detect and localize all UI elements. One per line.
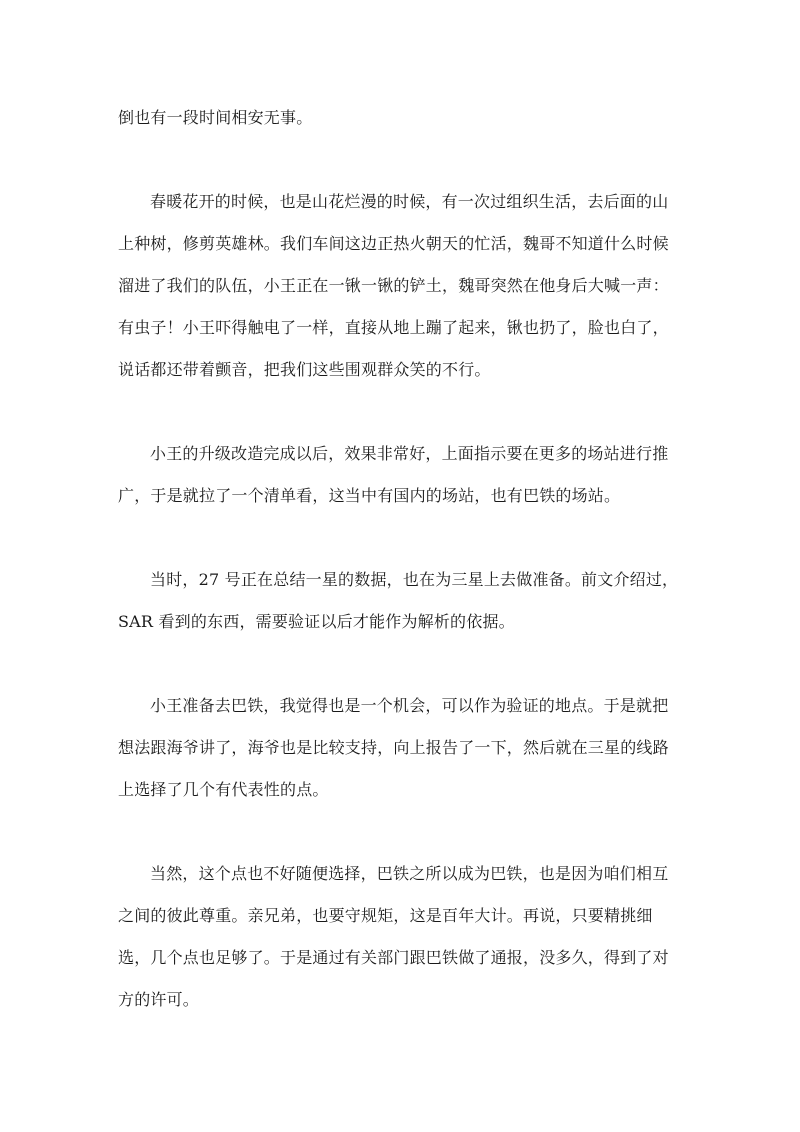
text-line: 倒也有一段时间相安无事。 [118, 108, 313, 127]
text-line: 当时，27 号正在总结一星的数据，也在为三星上去做准备。前文介绍过， [150, 570, 679, 589]
text-line: 选，几个点也足够了。于是通过有关部门跟巴铁做了通报，没多久，得到了对 [118, 948, 669, 967]
text-line: 说话都还带着颤音，把我们这些围观群众笑的不行。 [118, 360, 491, 379]
text-line: 小王准备去巴铁，我觉得也是一个机会，可以作为验证的地点。于是就把 [150, 696, 669, 715]
text-line: 想法跟海爷讲了，海爷也是比较支持，向上报告了一下，然后就在三星的线路 [118, 738, 669, 757]
text-line: 春暖花开的时候，也是山花烂漫的时候，有一次过组织生活，去后面的山 [150, 192, 669, 211]
text-line: 当然，这个点也不好随便选择，巴铁之所以成为巴铁，也是因为咱们相互 [150, 864, 669, 883]
text-line: 方的许可。 [118, 990, 200, 1009]
text-line: 溜进了我们的队伍，小王正在一锹一锹的铲土，魏哥突然在他身后大喊一声： [118, 276, 669, 295]
text-line: 上选择了几个有代表性的点。 [118, 780, 329, 799]
text-line: 小王的升级改造完成以后，效果非常好，上面指示要在更多的场站进行推 [150, 444, 669, 463]
text-line: 之间的彼此尊重。亲兄弟，也要守规矩，这是百年大计。再说，只要精挑细 [118, 906, 653, 925]
text-line: 上种树，修剪英雄林。我们车间这边正热火朝天的忙活，魏哥不知道什么时候 [118, 234, 669, 253]
text-line: SAR 看到的东西，需要验证以后才能作为解析的依据。 [118, 612, 515, 631]
text-line: 有虫子！小王吓得触电了一样，直接从地上蹦了起来，锹也扔了，脸也白了， [118, 318, 669, 337]
text-line: 广，于是就拉了一个清单看，这当中有国内的场站，也有巴铁的场站。 [118, 486, 621, 505]
